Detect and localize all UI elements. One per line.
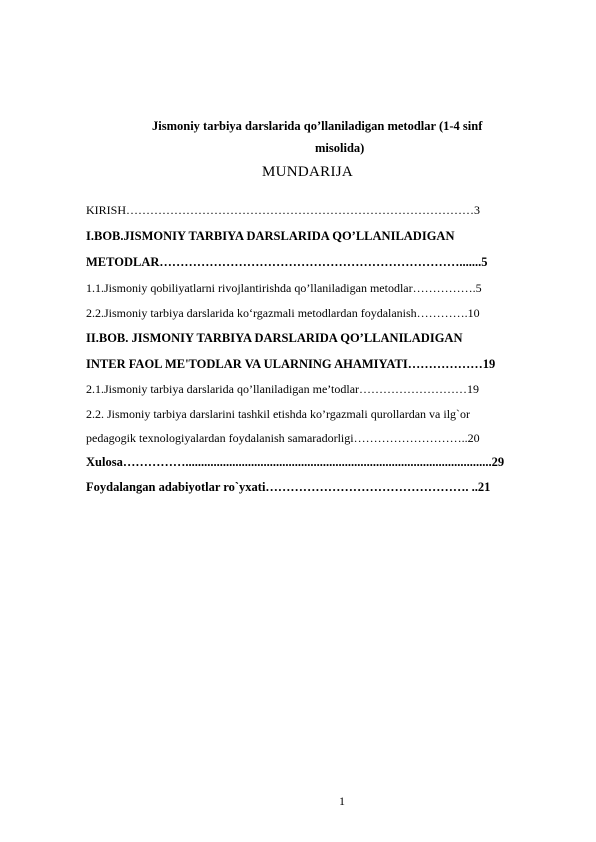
document-title-line-1: Jismoniy tarbiya darslarida qo’llaniladigan metodlar (1-4 sinf	[152, 119, 483, 133]
toc-entry-2-2-a: 2.2.Jismoniy tarbiya darslarida ko‘rgazmali metodlardan foydalanish………….10	[86, 306, 480, 320]
toc-entry-chapter-1: I.BOB.JISMONIY TARBIYA DARSLARIDA QO’LLANILADIGAN	[86, 229, 455, 243]
toc-entry-conclusion: Xulosa……………..................................................................................................29	[86, 455, 505, 469]
toc-entry-2-1: 2.1.Jismoniy tarbiya darslarida qo’llaniladigan me’todlar………………………19	[86, 382, 480, 396]
document-title-line-2: misolida)	[315, 141, 365, 155]
toc-entry-2-2-b: 2.2. Jismoniy tarbiya darslarini tashkil etishda ko’rgazmali qurollardan va ilg`or	[86, 407, 471, 421]
toc-entry-2-2-b-cont: pedagogik texnologiyalardan foydalanish samaradorligi………………………..20	[86, 431, 480, 445]
toc-entry-intro: KIRISH……………………………………………………………………………3	[86, 203, 481, 217]
toc-entry-chapter-1-cont: METODLAR……………………………………………………………….......5	[86, 255, 488, 269]
contents-heading: MUNDARIJA	[262, 164, 354, 180]
toc-entry-chapter-2: II.BOB. JISMONIY TARBIYA DARSLARIDA QO’LLANILADIGAN	[86, 331, 463, 345]
toc-entry-chapter-2-cont: INTER FAOL ME'TODLAR VA ULARNING AHAMIYATI………………19	[86, 357, 496, 371]
toc-entry-references: Foydalangan adabiyotlar ro`yxati…………………………………………. ..21	[86, 480, 491, 494]
page-number: 1	[339, 794, 345, 808]
toc-entry-1-1: 1.1.Jismoniy qobiliyatlarni rivojlantirishda qo’llaniladigan metodlar…………….5	[86, 281, 482, 295]
